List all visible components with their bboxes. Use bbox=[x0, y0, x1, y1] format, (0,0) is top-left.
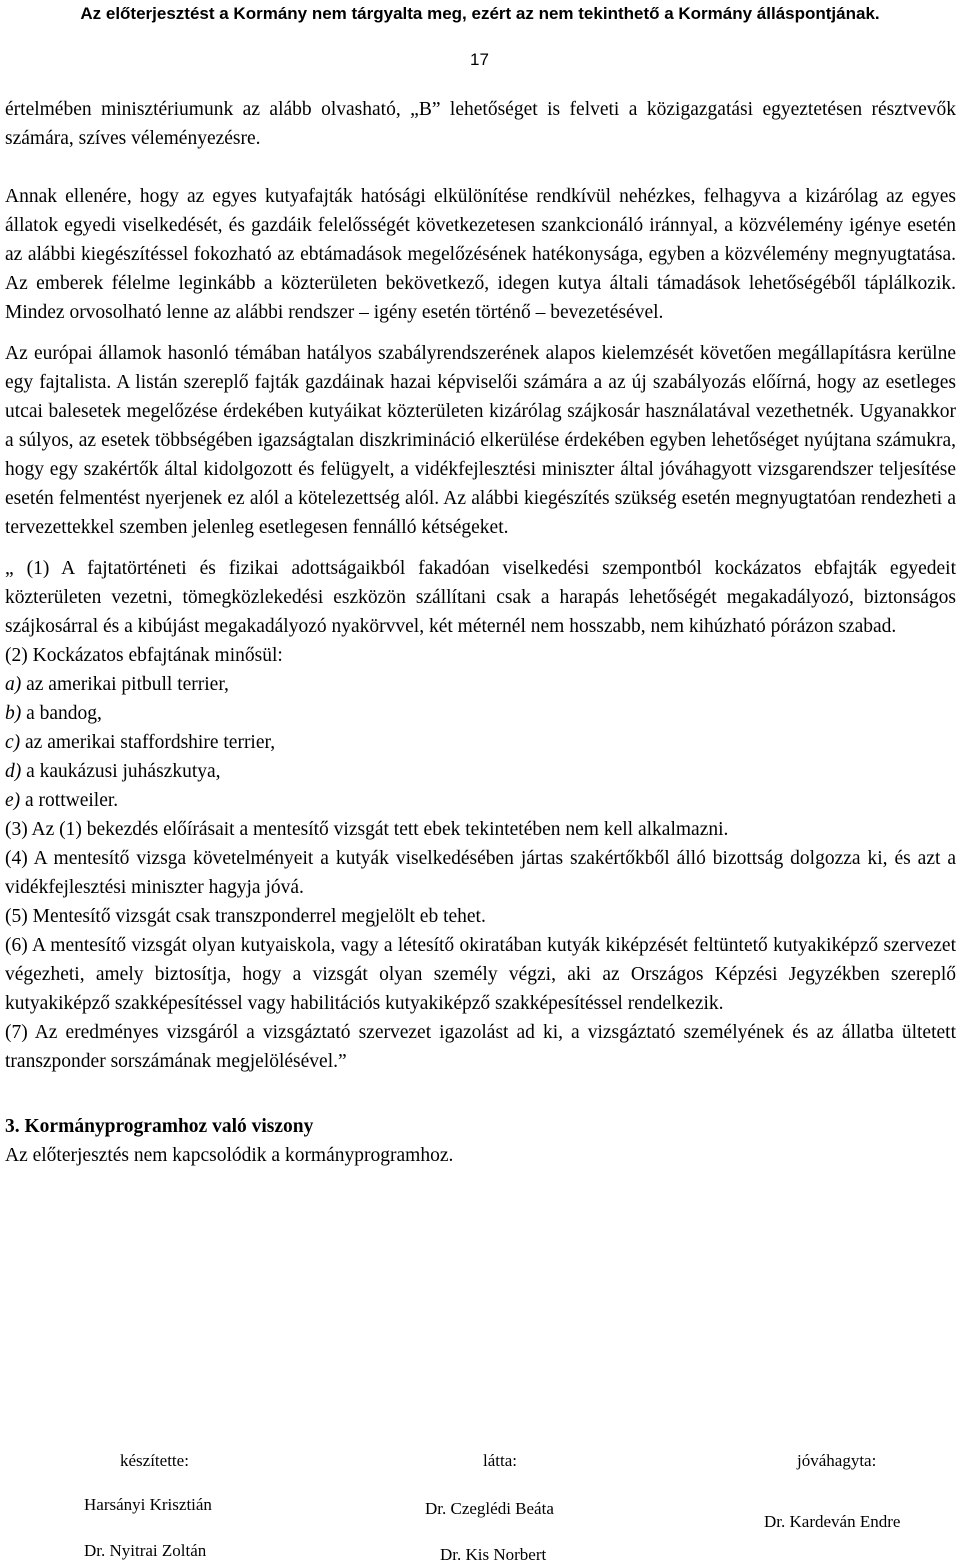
list-item bbox=[5, 670, 956, 699]
signatory-name: Dr. Czeglédi Beáta bbox=[425, 1499, 554, 1518]
list-letter: d) bbox=[5, 761, 22, 782]
list-text: a bandog, bbox=[21, 703, 102, 724]
list-text: a rottweiler. bbox=[20, 790, 119, 811]
list-letter: b) bbox=[5, 703, 22, 724]
paragraph-proposal: Az európai államok hasonló témában hatályos szabályrendszerének alapos kielemzését követően megállapításra kerülne egy fajtalista. A listán szereplő fajták gazdáinak hazai képviselői számára a az új szabályozás előírná, hogy az esetleges utcai balesetek megelőzése érdekében kutyáikat közterületen kizárólag szájkosár használatával vezethetnék. Ugyanakkor a súlyos, az esetek többségében igazságtalan diszkrimináció elkerülése érdekében egyben lehetőséget nyújtana számukra, hogy egy szakértők által kidolgozott és felügyelt, a vidékfejlesztési miniszter által jóváhagyott vizsgarendszer teljesítése esetén felmentést nyerjenek ez alól a kötelezettség alól. Az alábbi kiegészítés szükség esetén megnyugtatóan rendezheti a tervezettekkel szemben jelenleg esetlegesen fennálló kétségeket. bbox=[5, 343, 956, 538]
paragraph-rule-7: (7) Az eredményes vizsgáról a vizsgáztató szervezet igazolást ad ki, a vizsgáztató személyének és az állatba ültetett transzponder sorszámának megjelölésével.” bbox=[5, 1022, 956, 1072]
list-text: az amerikai staffordshire terrier, bbox=[20, 732, 276, 753]
page-header-notice: Az előterjesztést a Kormány nem tárgyalta meg, ezért az nem tekinthető a Kormány álláspontjának. bbox=[80, 4, 880, 23]
signatory-name: Harsányi Krisztián bbox=[84, 1495, 212, 1514]
paragraph-rule-3: (3) Az (1) bekezdés előírásait a mentesítő vizsgát tett ebek tekintetében nem kell alkalmazni. bbox=[5, 819, 729, 840]
signatory-name: Dr. Kardeván Endre bbox=[764, 1512, 901, 1531]
list-item bbox=[5, 699, 956, 728]
paragraph-rule-2: (2) Kockázatos ebfajtának minősül: bbox=[5, 645, 283, 666]
paragraph-rule-6: (6) A mentesítő vizsgát olyan kutyaiskola, vagy a létesítő okiratában kutyák kiképzését feltüntető kutyakiképző szervezet végezheti, amely biztosítja, hogy a vizsgát olyan személy végzi, aki az Országos Képzési Jegyzékben szereplő kutyakiképző szakképesítéssel vagy habilitációs kutyakiképző szakképesítéssel rendelkezik. bbox=[5, 935, 956, 1014]
list-letter: a) bbox=[5, 674, 22, 695]
list-text: a kaukázusi juhászkutya, bbox=[21, 761, 221, 782]
section-text: Az előterjesztés nem kapcsolódik a kormányprogramhoz. bbox=[5, 1145, 454, 1166]
paragraph-rule-1: „ (1) A fajtatörténeti és fizikai adottságaikból fakadóan viselkedési szempontból kockázatos ebfajták egyedeit közterületen vezetni, tömegközlekedési eszközön szállítani csak a harapás lehetőségét megakadályozó, biztonságos szájkosárral és a kibújást megakadályozó nyakörvvel, két méternél nem hosszabb, nem kihúzható pórázon szabad. bbox=[5, 558, 956, 637]
approved-by-label: jóváhagyta: bbox=[797, 1451, 877, 1470]
paragraph-rule-5: (5) Mentesítő vizsgát csak transzponderrel megjelölt eb tehet. bbox=[5, 906, 486, 927]
list-item bbox=[5, 786, 956, 815]
section-title: 3. Kormányprogramhoz való viszony bbox=[5, 1116, 314, 1137]
signatory-name: Dr. Kis Norbert bbox=[440, 1545, 547, 1564]
prepared-by-label: készítette: bbox=[120, 1451, 189, 1470]
page-number: 17 bbox=[470, 50, 489, 69]
paragraph-intro: értelmében minisztériumunk az alább olvasható, „B” lehetőséget is felveti a közigazgatási egyeztetésen résztvevők számára, szíves véleményezésre. bbox=[5, 99, 956, 149]
list-letter: e) bbox=[5, 790, 21, 811]
list-item bbox=[5, 757, 956, 786]
list-item bbox=[5, 728, 956, 757]
paragraph-rule-4: (4) A mentesítő vizsga követelményeit a kutyák viselkedésében jártas szakértőkből álló bizottság dolgozza ki, és azt a vidékfejlesztési miniszter hagyja jóvá. bbox=[5, 848, 956, 898]
document-body bbox=[5, 95, 956, 1170]
list-text: az amerikai pitbull terrier, bbox=[21, 674, 229, 695]
seen-by-label: látta: bbox=[483, 1451, 517, 1470]
signatory-name: Dr. Nyitrai Zoltán bbox=[84, 1541, 207, 1560]
list-letter: c) bbox=[5, 732, 21, 753]
paragraph-context: Annak ellenére, hogy az egyes kutyafajták hatósági elkülönítése rendkívül nehézkes, felhagyva a kizárólag az egyes állatok egyedi viselkedését, és gazdáik felelősségét következetesen szankcionáló iránnyal, a közvélemény igénye esetén az alábbi kiegészítéssel fokozható az ebtámadások megelőzésének hatékonysága, egyben a közvélemény megnyugtatása. Az emberek félelme leginkább a közterületen bekövetkező, idegen kutya általi támadások lehetőségéből táplálkozik. Mindez orvosolható lenne az alábbi rendszer – igény esetén történő – bevezetésével. bbox=[5, 186, 956, 323]
